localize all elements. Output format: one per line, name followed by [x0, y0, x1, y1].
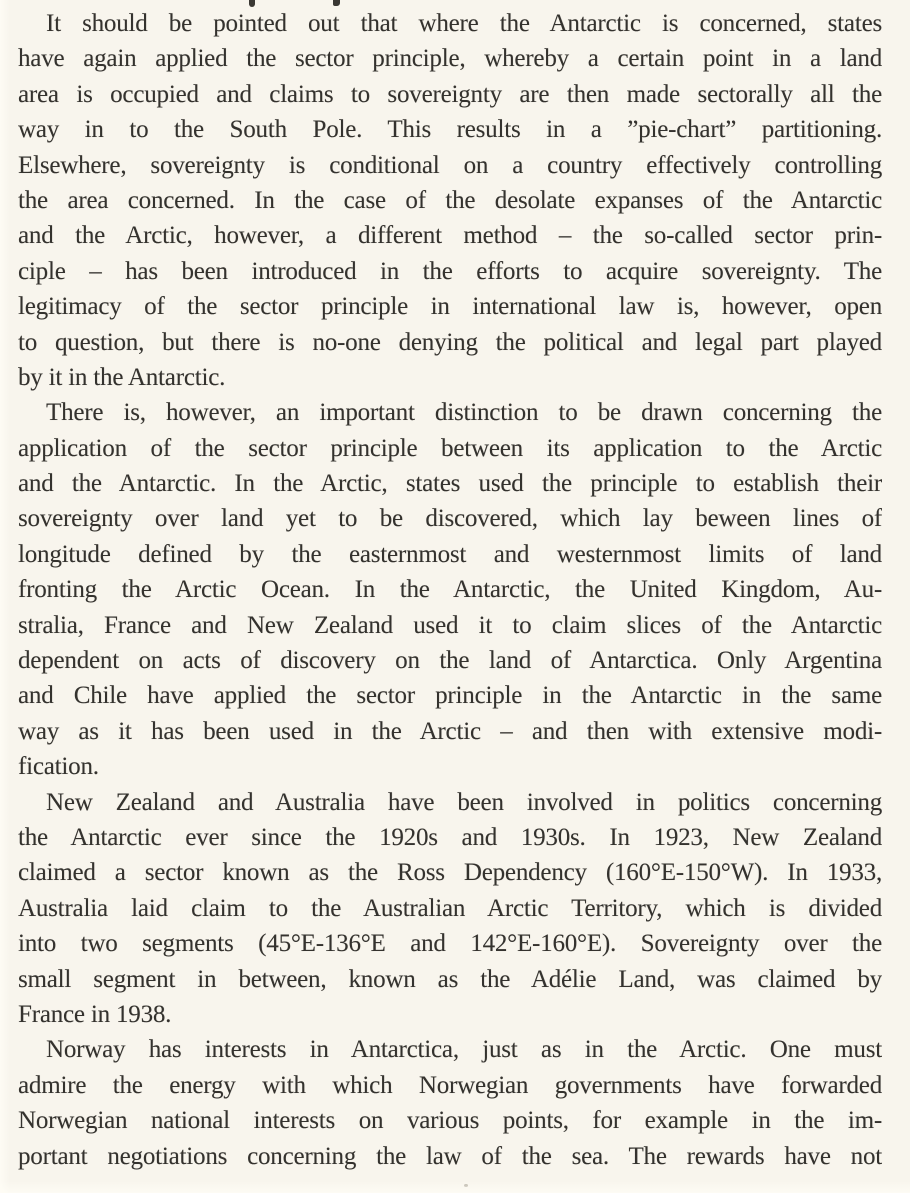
paragraph: [18, 785, 882, 1033]
text-line: There is, however, an important distinction to be drawn concerning the: [46, 399, 882, 427]
paragraph: [18, 6, 882, 395]
text-line: claimed a sector known as the Ross Dependency (160°E-150°W). In 1933,: [18, 859, 882, 887]
paragraph: [18, 395, 882, 784]
text-line: Elsewhere, sovereignty is conditional on a country effectively controlling: [18, 151, 882, 179]
text-line: application of the sector principle between its application to the Arctic: [18, 434, 882, 462]
text-line: ciple – has been introduced in the efforts to acquire sovereignty. The: [18, 257, 882, 285]
text-line: longitude defined by the easternmost and westernmost limits of land: [18, 540, 882, 568]
text-line: by it in the Antarctic.: [18, 363, 226, 391]
text-line: Norway has interests in Antarctica, just as in the Arctic. One must: [46, 1036, 882, 1064]
text-line: Australia laid claim to the Australian Arctic Territory, which is divided: [18, 894, 882, 922]
paragraph: [18, 1032, 882, 1174]
text-line: Norwegian national interests on various points, for example in the im-: [18, 1107, 882, 1135]
text-line: sovereignty over land yet to be discovered, which lay beween lines of: [18, 505, 882, 533]
text-line: admire the energy with which Norwegian governments have forwarded: [18, 1071, 882, 1099]
text-line: stralia, France and New Zealand used it to claim slices of the Antarctic: [18, 611, 882, 639]
text-line: and the Arctic, however, a different method – the so-called sector prin-: [18, 222, 882, 250]
text-line: and Chile have applied the sector principle in the Antarctic in the same: [18, 682, 882, 710]
text-line: to question, but there is no-one denying the political and legal part played: [18, 328, 882, 356]
text-line: way in to the South Pole. This results in a ”pie-chart” partitioning.: [18, 116, 882, 144]
scan-edge-bottom: [0, 1181, 910, 1193]
text-line: fronting the Arctic Ocean. In the Antarctic, the United Kingdom, Au-: [18, 576, 882, 604]
text-line: legitimacy of the sector principle in international law is, however, open: [18, 293, 882, 321]
scan-artifact-speck: [464, 1184, 468, 1187]
text-line: France in 1938.: [18, 1000, 172, 1028]
text-line: small segment in between, known as the Adélie Land, was claimed by: [18, 965, 882, 993]
text-line: the Antarctic ever since the 1920s and 1930s. In 1923, New Zealand: [18, 823, 882, 851]
text-line: It should be pointed out that where the Antarctic is concerned, states: [46, 10, 882, 37]
text-line: fication.: [18, 753, 99, 781]
body-text: [18, 6, 882, 1174]
text-line: portant negotiations concerning the law of the sea. The rewards have not: [18, 1142, 882, 1170]
text-line: the area concerned. In the case of the desolate expanses of the Antarctic: [18, 186, 882, 214]
text-line: way as it has been used in the Arctic – and then with extensive modi-: [18, 717, 882, 745]
text-line: have again applied the sector principle, whereby a certain point in a land: [18, 45, 882, 73]
scan-edge-left: [0, 0, 10, 1193]
text-line: and the Antarctic. In the Arctic, states used the principle to establish their: [18, 470, 882, 498]
text-line: into two segments (45°E-136°E and 142°E-160°E). Sovereignty over the: [18, 930, 882, 958]
text-line: area is occupied and claims to sovereignty are then made sectorally all the: [18, 80, 882, 108]
text-line: New Zealand and Australia have been involved in politics concerning: [46, 788, 882, 816]
text-line: dependent on acts of discovery on the land of Antarctica. Only Argentina: [18, 647, 882, 675]
